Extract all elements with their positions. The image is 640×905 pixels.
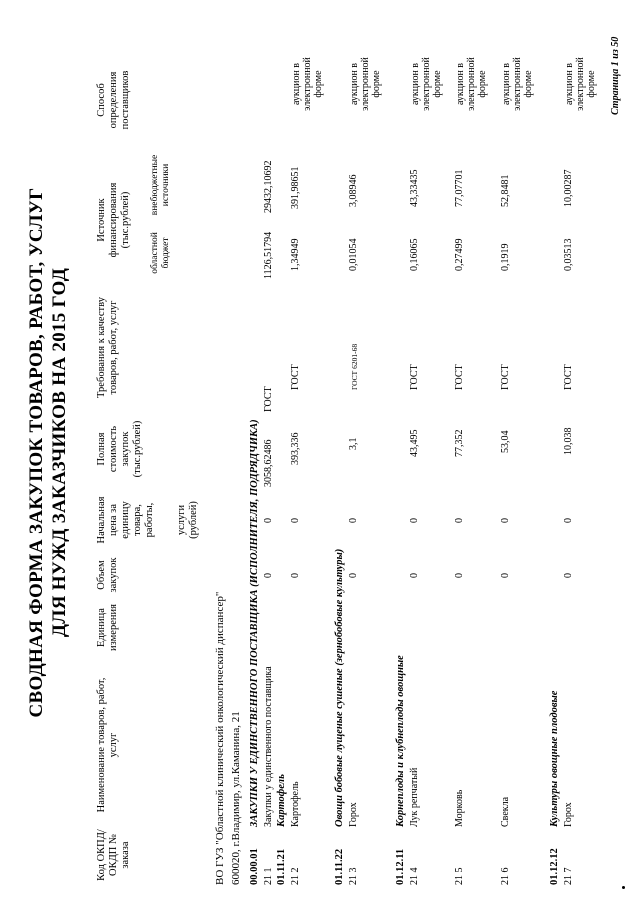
row-extra: 43,33435 xyxy=(409,169,420,207)
row-method: аукцион в электронной форме xyxy=(564,57,597,111)
section-heading xyxy=(549,691,560,885)
row-regional: 1126,51794 xyxy=(263,231,274,279)
row-number: 21 2 xyxy=(290,867,301,885)
row-volume: 0 xyxy=(454,573,465,578)
row-volume: 0 xyxy=(348,573,359,578)
section-code: 00.00.01 xyxy=(249,848,260,885)
section-title: ЗАКУПКИ У ЕДИНСТВЕННОГО ПОСТАВЩИКА (ИСПОЛНИТЕЛЯ, ПОДРЯДЧИКА) xyxy=(249,419,260,827)
row-regional: 0,03513 xyxy=(563,238,574,271)
row-volume: 0 xyxy=(563,573,574,578)
row-total: 393,336 xyxy=(290,432,301,465)
header-unit: Единица измерения xyxy=(96,604,119,651)
row-name: Лук репчатый xyxy=(409,767,420,827)
row-total: 3058,62486 xyxy=(263,439,274,487)
row-regional: 0,16065 xyxy=(409,238,420,271)
header-source-extra: внебюджетные источники xyxy=(150,154,171,216)
section-title: Культуры овощные плодовые xyxy=(549,690,560,827)
row-volume: 0 xyxy=(500,573,511,578)
row-extra: 29432,10692 xyxy=(263,160,274,213)
section-heading xyxy=(395,655,406,885)
section-title: Картофель xyxy=(276,774,287,827)
row-number: 21 4 xyxy=(409,867,420,885)
row-name: Закупки у единственного поставщика xyxy=(263,666,274,827)
row-name: Горох xyxy=(348,802,359,827)
section-title: Корнеплоды и клубнеплоды овощные xyxy=(395,655,406,827)
row-method: аукцион в электронной форме xyxy=(349,57,382,111)
row-number: 21 3 xyxy=(348,867,359,885)
row-name: Морковь xyxy=(454,789,465,827)
header-source: Источник финансирования (тыс.рублей) xyxy=(96,182,131,258)
header-method: Способ определения поставщиков xyxy=(96,70,131,130)
header-price-unit: услуги (рублей) xyxy=(176,501,199,539)
row-extra: 391,98651 xyxy=(290,166,301,209)
row-total: 53,04 xyxy=(500,430,511,453)
row-requirements: ГОСТ xyxy=(563,364,574,390)
row-method: аукцион в электронной форме xyxy=(410,57,443,111)
section-code: 01.12.11 xyxy=(395,848,406,885)
row-price: 0 xyxy=(500,518,511,523)
row-total: 77,352 xyxy=(454,429,465,457)
header-price: Начальная цена за единицу товара, работы, xyxy=(96,496,155,544)
row-method: аукцион в электронной форме xyxy=(501,57,534,111)
section-title: Овощи бобовые лущеные сушеные (зернобобовые культуры) xyxy=(334,548,345,827)
row-regional: 0,1919 xyxy=(500,243,511,271)
row-regional: 0,27499 xyxy=(454,238,465,271)
row-regional: 0,01054 xyxy=(348,238,359,271)
section-heading xyxy=(334,549,345,885)
header-volume: Объем закупок xyxy=(96,557,119,593)
row-extra: 52,8481 xyxy=(500,174,511,207)
row-total: 43,495 xyxy=(409,429,420,457)
row-method: аукцион в электронной форме xyxy=(455,57,488,111)
row-price: 0 xyxy=(348,518,359,523)
row-name: Картофель xyxy=(290,781,301,827)
row-requirements: ГОСТ xyxy=(263,386,274,412)
row-requirements: ГОСТ xyxy=(500,364,511,390)
row-requirements: ГОСТ xyxy=(454,364,465,390)
row-number: 21 1 xyxy=(263,867,274,885)
section-code: 01.11.21 xyxy=(276,848,287,885)
row-price: 0 xyxy=(563,518,574,523)
row-extra: 10,00287 xyxy=(563,169,574,207)
row-number: 21 5 xyxy=(454,867,465,885)
row-volume: 0 xyxy=(409,573,420,578)
row-regional: 1,34949 xyxy=(290,238,301,271)
row-number: 21 7 xyxy=(563,867,574,885)
row-total: 10,038 xyxy=(563,427,574,455)
row-volume: 0 xyxy=(290,573,301,578)
header-source-regional: областной бюджет xyxy=(150,232,171,274)
row-requirements: ГОСТ 6201-68 xyxy=(350,343,359,390)
page-number: Страница 1 из 50 xyxy=(610,36,621,115)
customer-name: ВО ГУЗ "Областной клинический онкологический диспансер" xyxy=(214,591,226,885)
section-heading xyxy=(276,774,287,885)
row-name: Свекла xyxy=(500,796,511,827)
row-price: 0 xyxy=(454,518,465,523)
document-title-line1: СВОДНАЯ ФОРМА ЗАКУПОК ТОВАРОВ, РАБОТ, УСЛУГ xyxy=(26,187,47,718)
customer-address: 600020, г.Владимир, ул.Каманина, 21 xyxy=(230,711,242,885)
header-total: Полная стоимость закупок (тыс.рублей) xyxy=(96,420,143,478)
row-price: 0 xyxy=(290,518,301,523)
row-extra: 77,07701 xyxy=(454,169,465,207)
scan-mark xyxy=(622,886,625,889)
section-code: 01.11.22 xyxy=(334,848,345,885)
row-number: 21 6 xyxy=(500,867,511,885)
header-requirements: Требования к качеству товаров, работ, услуг xyxy=(96,297,119,398)
row-volume: 0 xyxy=(263,573,274,578)
row-requirements: ГОСТ xyxy=(409,364,420,390)
row-extra: 3,08946 xyxy=(348,174,359,207)
document-title-line2: ДЛЯ НУЖД ЗАКАЗЧИКОВ НА 2015 ГОД xyxy=(49,267,70,638)
row-price: 0 xyxy=(263,518,274,523)
row-total: 3,1 xyxy=(348,437,359,450)
row-price: 0 xyxy=(409,518,420,523)
row-requirements: ГОСТ xyxy=(290,364,301,390)
section-heading xyxy=(249,419,260,885)
header-name: Наименование товаров, работ, услуг xyxy=(96,677,119,813)
row-name: Горох xyxy=(563,802,574,827)
header-code: Код ОКПД/ ОКДП № заказа xyxy=(96,829,131,881)
section-code: 01.12.12 xyxy=(549,848,560,885)
row-method: аукцион в электронной форме xyxy=(291,57,324,111)
